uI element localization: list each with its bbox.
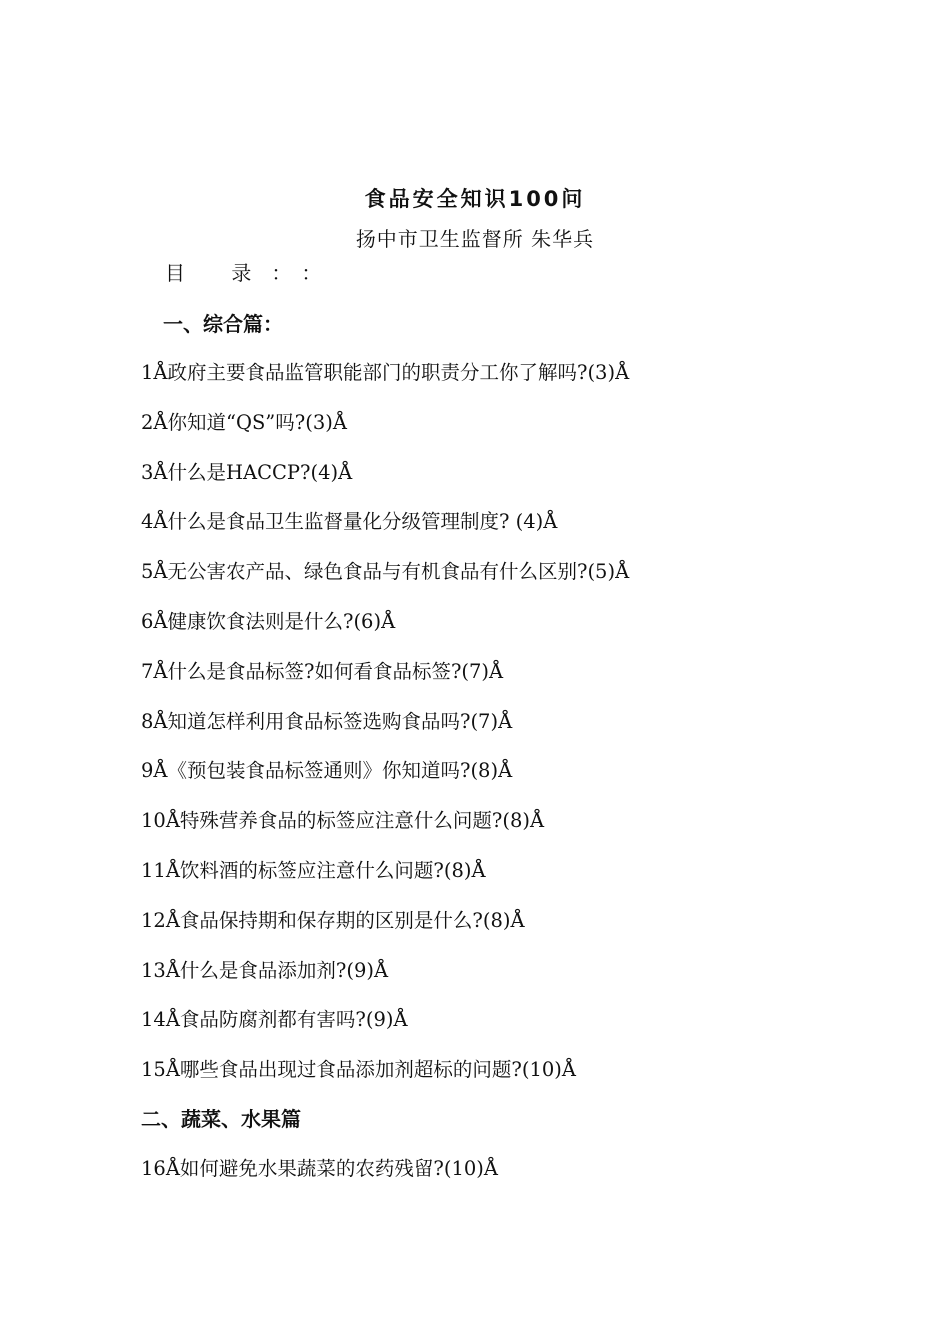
toc-entry-4: 4Å什么是食品卫生监督量化分级管理制度? (4)Å	[141, 510, 558, 534]
toc-entry-15: 15Å哪些食品出现过食品添加剂超标的问题?(10)Å	[141, 1058, 576, 1082]
toc-entry-3: 3Å什么是HACCP?(4)Å	[141, 460, 353, 484]
toc-entry-7: 7Å什么是食品标签?如何看食品标签?(7)Å	[141, 659, 504, 683]
toc-list-general	[141, 358, 921, 1105]
toc-entry-11: 11Å饮料酒的标签应注意什么问题?(8)Å	[141, 858, 486, 882]
document-author: 扬中市卫生监督所 朱华兵	[355, 227, 595, 251]
toc-label: 目 录：：	[165, 261, 342, 285]
toc-entry-6: 6Å健康饮食法则是什么?(6)Å	[141, 609, 396, 633]
toc-entry-12: 12Å食品保持期和保存期的区别是什么?(8)Å	[141, 908, 525, 932]
section-heading-vegetables-fruits: 二、蔬菜、水果篇	[141, 1107, 301, 1131]
toc-entry-13: 13Å什么是食品添加剂?(9)Å	[141, 958, 389, 982]
document-title: 食品安全知识100问	[364, 187, 586, 211]
section-heading-general: 一、综合篇：	[163, 312, 283, 336]
toc-entry-2: 2Å你知道“QS”吗?(3)Å	[141, 410, 347, 434]
toc-entry-10: 10Å特殊营养食品的标签应注意什么问题?(8)Å	[141, 809, 545, 833]
toc-entry-9: 9Å《预包装食品标签通则》你知道吗?(8)Å	[141, 759, 513, 783]
toc-entry-8: 8Å知道怎样利用食品标签选购食品吗?(7)Å	[141, 709, 513, 733]
toc-entry-16: 16Å如何避免水果蔬菜的农药残留?(10)Å	[141, 1157, 498, 1180]
toc-entry-14: 14Å食品防腐剂都有害吗?(9)Å	[141, 1008, 408, 1032]
toc-entry-5: 5Å无公害农产品、绿色食品与有机食品有什么区别?(5)Å	[141, 560, 630, 584]
toc-entry-1: 1Å政府主要食品监管职能部门的职责分工你了解吗?(3)Å	[141, 361, 630, 384]
